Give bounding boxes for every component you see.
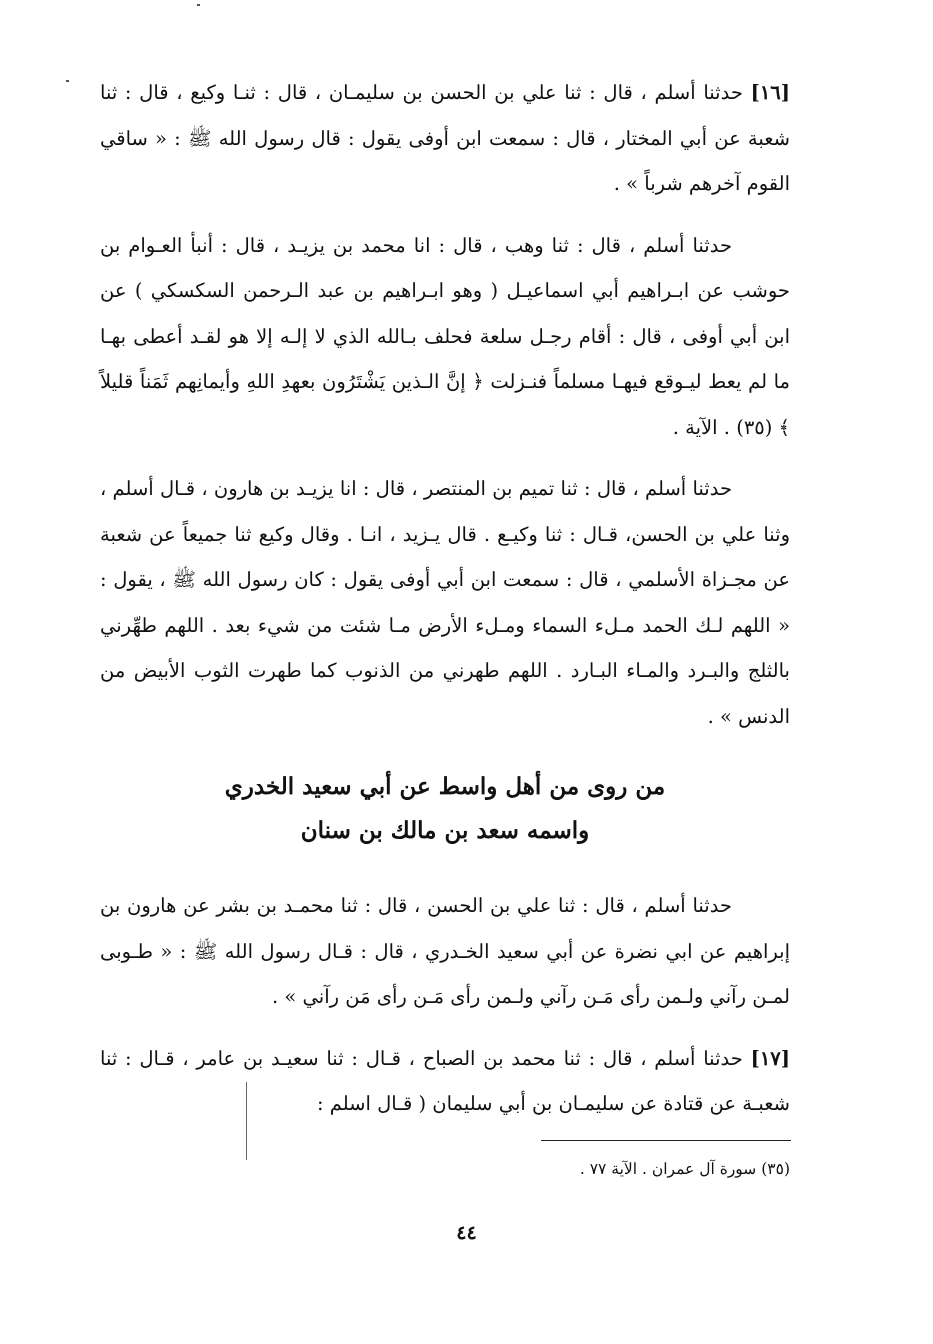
paragraph xyxy=(100,883,790,1020)
paragraph-text: حدثنا أسلم ، قال : ثنا علي بن الحسن بن سليمـان ، قال : ثنـا وكيع ، قال : ثنا شعبة عن أبي المختار ، قال : سمعت ابن أوفى يقول : قال رسول الله ﷺ : « ساقي القوم آخرهم شرباً » . xyxy=(100,81,790,195)
page-body xyxy=(100,70,790,1143)
paragraph xyxy=(100,223,790,451)
page-number: ٤٤ xyxy=(456,1222,477,1244)
paragraph-text: حدثنا أسلم ، قال : ثنا وهب ، قال : انا محمد بن يزيـد ، قال : أنبأ العـوام بن حوشب عن ابـراهيم أبي اسماعيـل ( وهو ابـراهيم بن عبد الـرحمن السكسكي ) عن ابن أبي أوفى ، قال : أقام رجـل سلعة فحلف بـالله الذي لا إلـه إلا هو لقـد أعطى بهـا ما لم يعط ليـوقع فيهـا مسلماً فنـزلت ﴿ إنَّ الـذين يَشْتَرُون بعهدِ اللهِ وأيمانِهم ثَمَناً قليلاً ﴾ (٣٥) . الآية . xyxy=(100,233,790,439)
section-heading xyxy=(100,765,790,853)
section-heading-line-1: من روى من أهل واسط عن أبي سعيد الخدري xyxy=(224,773,666,800)
paragraph-hadith-17 xyxy=(100,1036,790,1127)
paragraph xyxy=(100,466,790,739)
footnote-rule xyxy=(541,1140,791,1141)
hadith-number: [١٦] xyxy=(750,81,790,104)
paragraph-text: حدثنا أسلم ، قال : ثنا علي بن الحسن ، قال : ثنا محمـد بن بشر عن هارون بن إبراهيم عن ابي نضرة عن أبي سعيد الخـدري ، قال : قـال رسول الله ﷺ : « طـوبى لمـن رآني ولـمن رأى مَـن رآني ولـمن رأى مَـن رأى مَن رآني » . xyxy=(100,894,790,1008)
footnote-separator xyxy=(175,1140,791,1142)
hadith-number: [١٧] xyxy=(750,1046,790,1070)
paragraph-text: حدثنا أسلم ، قال : ثنا محمد بن الصباح ، قـال : ثنا سعيـد بن عامر ، قـال : ثنا شعبـة عن قتادة عن سليمـان بن أبي سليمان ( قـال اسلم : xyxy=(100,1046,790,1115)
margin-pen-mark xyxy=(246,1082,247,1160)
paragraph-text: حدثنا أسلم ، قال : ثنا تميم بن المنتصر ، قال : انا يزيـد بن هارون ، قـال أسلم ، وثنا علي بن الحسن، قـال : ثنا وكيـع . قال يـزيد ، انـا . وقال وكيع ثنا جميعاً عن شعبة عن مجـزاة الأسلمي ، قال : سمعت ابن أبي أوفى يقول : كان رسول الله ﷺ ، يقول : « اللهم لـك الحمد مـلء السماء ومـلء الأرض مـا شئت من شيء بعد . اللهم طهِّرني بالثلج والبـرد والمـاء البـارد . اللهم طهرني من الذنوب كما طهرت الثوب الأبيض من الدنس » . xyxy=(100,477,790,728)
footnote: (٣٥) سورة آل عمران . الآية ٧٧ . xyxy=(579,1160,790,1178)
paragraph-hadith-16 xyxy=(100,70,790,207)
section-heading-line-2: واسمه سعد بن مالك بن سنان xyxy=(300,817,590,844)
scan-speck xyxy=(66,80,69,82)
scan-speck xyxy=(197,4,200,6)
